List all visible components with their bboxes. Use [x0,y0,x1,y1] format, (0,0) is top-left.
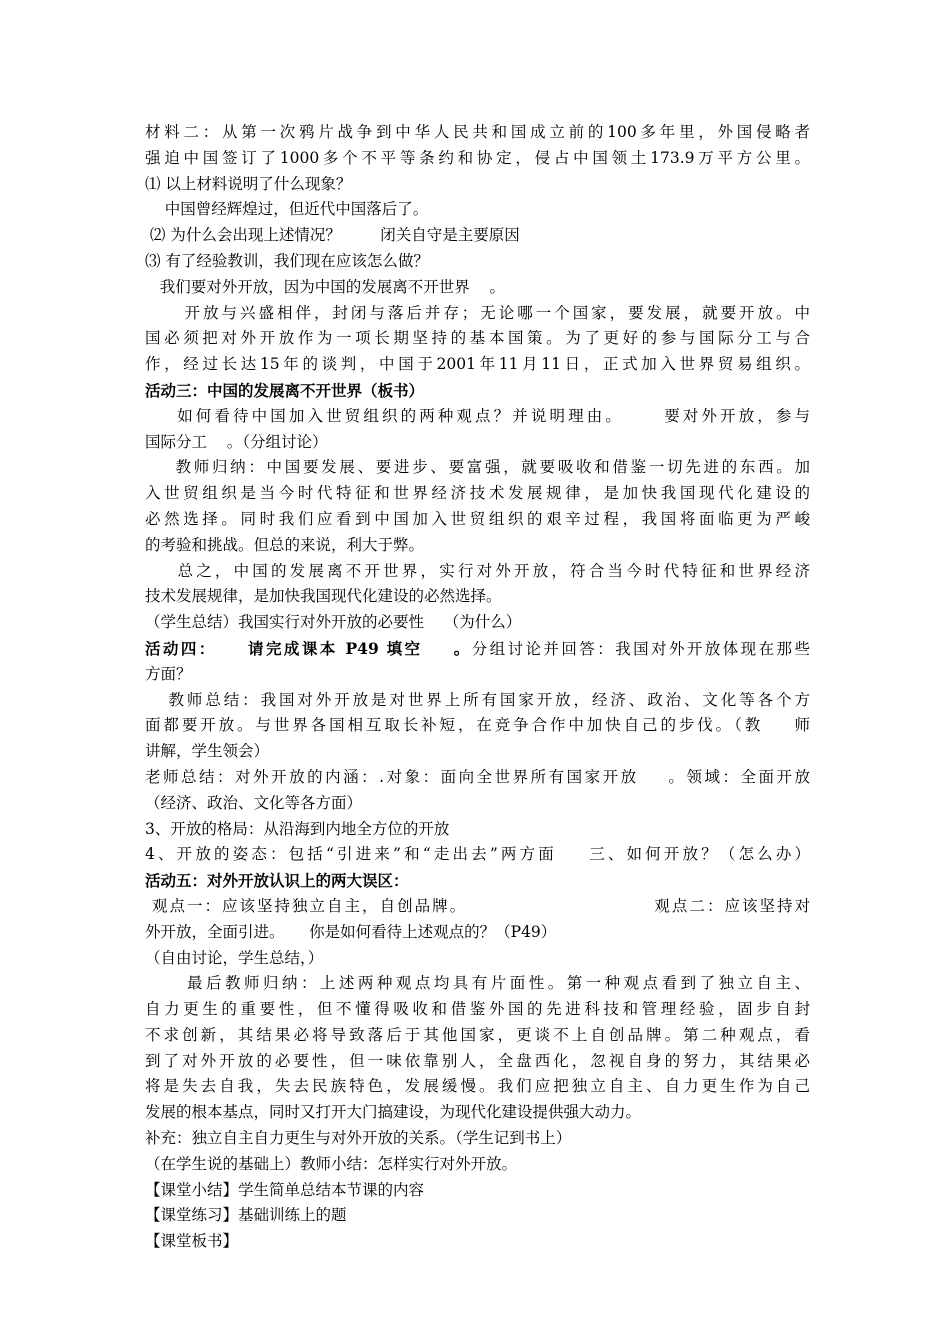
text-line: 中国曾经辉煌过，但近代中国落后了。 [145,200,429,219]
text-line: 材料二：从第一次鸦片战争到中华人民共和国成立前的100多年里，外国侵略者 [145,123,810,141]
text-line: 作，经过长达15年的谈判，中国于2001年11月11日，正式加入世界贸易组织。 [145,355,810,374]
text-line [145,636,810,662]
text-line: 我们要对外开放，因为中国的发展离不开世界 。 [145,277,505,296]
section-heading-rest: 分组讨论并回答：我国对外开放体现在那些 [471,639,810,658]
text-line: 自力更生的重要性，但不懂得吸收和借鉴外国的先进科技和管理经验，固步自封 [145,1000,810,1019]
text-line: 发展的根本基点，同时又打开大门搞建设，为现代化建设提供强大动力。 [145,1103,642,1122]
text-line: 外开放，全面引进。 你是如何看待上述观点的？（P49） [145,922,557,941]
text-line: （在学生说的基础上）教师小结：怎样实行对外开放。 [145,1154,518,1173]
text-line: 总之，中国的发展离不开世界，实行对外开放，符合当今时代特征和世界经济 [145,561,810,580]
text-line: ⑶ 有了经验教训，我们现在应该怎么做？ [145,251,429,270]
section-heading: 活动五：对外开放认识上的两大误区： [145,871,409,891]
text-line: 面都要开放。与世界各国相互取长补短，在竞争合作中加快自己的步伐。（教 师 [145,716,810,735]
text-line: ⑴ 以上材料说明了什么现象？ [145,174,352,193]
section-heading-prefix: 活动四： 请完成课本 P49 填空 。 [145,638,472,658]
text-line: 讲解，学生领会） [145,742,270,761]
text-line: 观点一：应该坚持独立自主，自创品牌。 观点二：应该坚持对 [145,896,810,915]
text-line: 如何看待中国加入世贸组织的两种观点？并说明理由。 要对外开放，参与 [145,406,811,425]
text-line: 到了对外开放的必要性，但一味依靠别人，全盘西化，忽视自身的努力，其结果必 [145,1051,810,1070]
text-line: 【课堂小结】学生简单总结本节课的内容 [145,1180,425,1199]
text-line: 4、开放的姿态：包括“引进来”和“走出去”两方面 三、如何开放？（怎么办） [145,845,810,864]
text-line: 开放与兴盛相伴，封闭与落后并存；无论哪一个国家，要发展，就要开放。中 [145,303,810,322]
text-line: 入世贸组织是当今时代特征和世界经济技术发展规律，是加快我国现代化建设的 [145,484,810,503]
text-line: 国际分工 。（分组讨论） [145,432,328,451]
document-body [145,120,810,1255]
text-line: 教师归纳：中国要发展、要进步、要富强，就要吸收和借鉴一切先进的东西。加 [145,458,810,477]
text-line: 强迫中国签订了1000多个不平等条约和协定，侵占中国领土173.9万平方公里。 [145,148,810,167]
text-line: 最后教师归纳：上述两种观点均具有片面性。第一种观点看到了独立自主、 [145,974,810,993]
text-line: 国必须把对外开放作为一项长期坚持的基本国策。为了更好的参与国际分工与合 [145,329,810,348]
text-line: （学生总结）我国实行对外开放的必要性 （为什么） [145,613,522,632]
text-line: 必然选择。同时我们应看到中国加入世贸组织的艰辛过程，我国将面临更为严峻 [145,509,810,528]
text-line: 【课堂练习】基础训练上的题 [145,1206,347,1225]
text-line: 方面？ [145,664,192,683]
text-line: 老师总结：对外开放的内涵：.对象：面向全世界所有国家开放 。领域：全面开放 [145,767,810,786]
text-line: 3、开放的格局：从沿海到内地全方位的开放 [145,819,450,838]
section-heading: 活动三：中国的发展离不开世界（板书） [145,380,425,400]
text-line: 【课堂板书】 [145,1232,239,1251]
text-line: 将是失去自我，失去民族特色，发展缓慢。我们应把独立自主、自力更生作为自己 [145,1077,810,1096]
text-line: 补充：独立自主自力更生与对外开放的关系。（学生记到书上） [145,1129,572,1148]
text-line: 的考验和挑战。但总的来说，利大于弊。 [145,535,425,554]
text-line: 技术发展规律，是加快我国现代化建设的必然选择。 [145,587,502,606]
text-line: （经济、政治、文化等各方面） [145,793,363,812]
text-line: ⑵ 为什么会出现上述情况？ 闭关自守是主要原因 [145,226,520,245]
text-line: （自由讨论，学生总结，） [145,948,324,967]
text-line: 不求创新，其结果必将导致落后于其他国家，更谈不上自创品牌。第二种观点，看 [145,1025,810,1044]
text-line: 教师总结：我国对外开放是对世界上所有国家开放，经济、政治、文化等各个方 [145,690,810,709]
